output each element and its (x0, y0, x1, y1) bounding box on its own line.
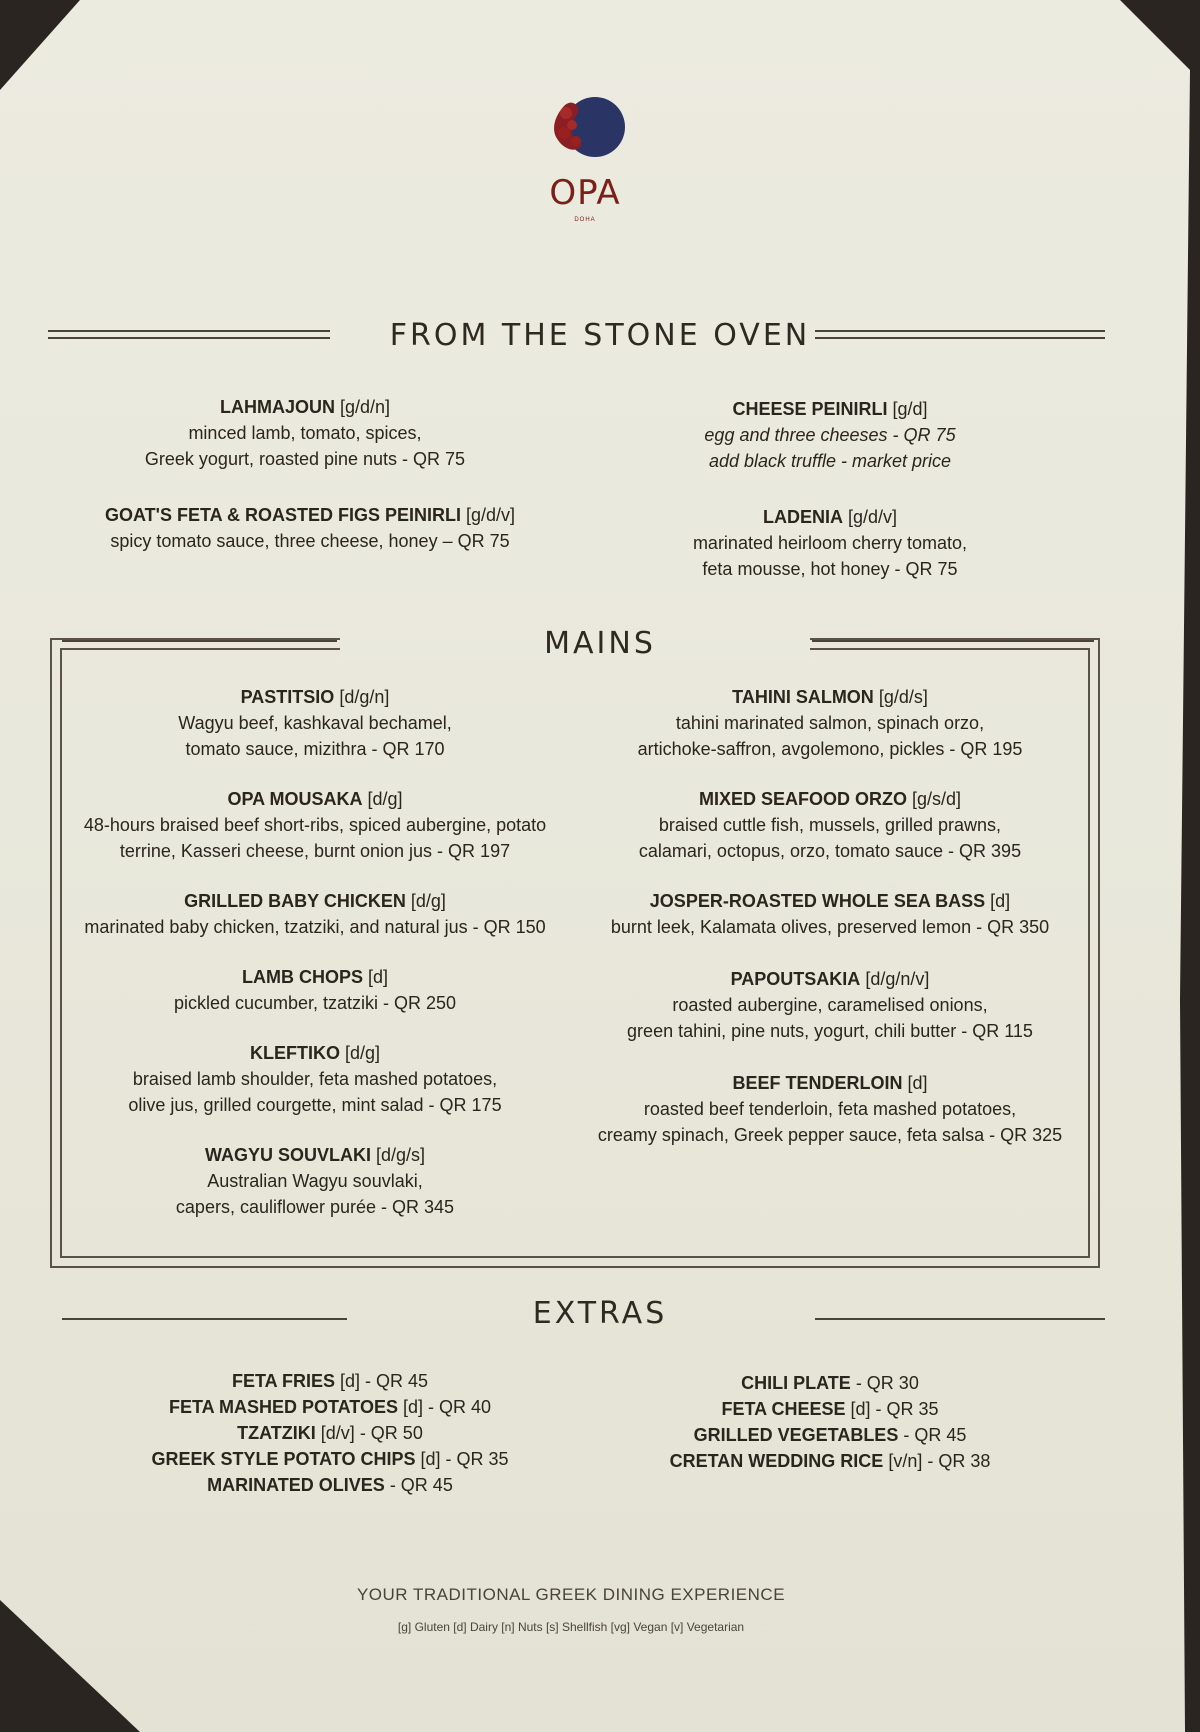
extras-item (80, 1446, 580, 1472)
item-name: LAHMAJOUN (219, 397, 335, 417)
item-price: - QR 45 (384, 1475, 453, 1495)
extras-item (600, 1370, 1060, 1396)
item-name: OPA MOUSAKA (227, 789, 363, 809)
section-title-mains: MAINS (544, 626, 656, 661)
extras-item (600, 1396, 1060, 1422)
extras-item (600, 1422, 1060, 1448)
item-name: GOAT'S FETA & ROASTED FIGS PEINIRLI (105, 505, 461, 525)
menu-item (580, 786, 1080, 864)
item-price: [d] - QR 35 (845, 1399, 939, 1419)
menu-item (70, 786, 560, 864)
menu-item (600, 396, 1060, 474)
menu-item (70, 888, 560, 940)
menu-item (40, 502, 580, 554)
menu-item (580, 966, 1080, 1044)
item-tag: [d] (902, 1073, 928, 1093)
item-desc: braised lamb shoulder, feta mashed potatoes, olive jus, grilled courgette, mint salad - QR 175 (128, 1069, 502, 1115)
item-name: LADENIA (762, 507, 843, 527)
extras-item (80, 1420, 580, 1446)
item-name: MARINATED OLIVES (207, 1475, 385, 1495)
dietary-legend: [g] Gluten [d] Dairy [n] Nuts [s] Shellfish [vg] Vegan [v] Vegetarian (397, 1620, 745, 1634)
extras-item (80, 1472, 580, 1498)
item-desc: egg and three cheeses - QR 75 add black truffle - market price (704, 425, 956, 471)
logo-emblem-icon (520, 85, 650, 175)
item-desc: roasted aubergine, caramelised onions, green tahini, pine nuts, yogurt, chili butter - QR 115 (627, 995, 1033, 1041)
item-name: PAPOUTSAKIA (730, 969, 861, 989)
item-desc: roasted beef tenderloin, feta mashed potatoes, creamy spinach, Greek pepper sauce, feta salsa - QR 325 (597, 1099, 1063, 1145)
menu-item (70, 964, 560, 1016)
item-price: - QR 45 (898, 1425, 967, 1445)
extras-item (80, 1394, 580, 1420)
item-name: TAHINI SALMON (732, 687, 874, 707)
item-tag: [g/s/d] (906, 789, 962, 809)
item-name: BEEF TENDERLOIN (732, 1073, 903, 1093)
extras-item (80, 1368, 580, 1394)
item-tag: [d/g] (339, 1043, 381, 1063)
item-price: [d] - QR 40 (397, 1397, 492, 1417)
item-name: WAGYU SOUVLAKI (204, 1145, 371, 1165)
item-tag: [d/g/n] (334, 687, 390, 707)
item-name: GREEK STYLE POTATO CHIPS (151, 1449, 416, 1469)
extras-list-right (600, 1370, 1060, 1474)
item-tag: [g/d/v] (460, 505, 515, 525)
menu-item (70, 1142, 560, 1220)
item-desc: braised cuttle fish, mussels, grilled prawns, calamari, octopus, orzo, tomato sauce - QR 395 (638, 815, 1022, 861)
menu-item (580, 1070, 1080, 1148)
item-desc: spicy tomato sauce, three cheese, honey – QR 75 (110, 531, 510, 551)
item-desc: 48-hours braised beef short-ribs, spiced aubergine, potato terrine, Kasseri cheese, burnt onion jus - QR 197 (83, 815, 547, 861)
section-title-extras: EXTRAS (532, 1296, 668, 1331)
item-tag: [g/d] (887, 399, 928, 419)
item-price: [d/v] - QR 50 (315, 1423, 423, 1443)
item-name: MIXED SEAFOOD ORZO (698, 789, 907, 809)
item-desc: marinated heirloom cherry tomato, feta mousse, hot honey - QR 75 (692, 533, 968, 579)
item-tag: [g/d/n] (334, 397, 391, 417)
menu-item (70, 684, 560, 762)
extras-list-left (80, 1368, 580, 1498)
tagline: YOUR TRADITIONAL GREEK DINING EXPERIENCE (356, 1585, 786, 1604)
item-tag: [d/g/s] (370, 1145, 426, 1165)
extras-item (600, 1448, 1060, 1474)
item-tag: [g/d/s] (873, 687, 928, 707)
item-name: PASTITSIO (240, 687, 335, 707)
item-name: JOSPER-ROASTED WHOLE SEA BASS (649, 891, 986, 911)
menu-item (60, 394, 550, 472)
item-desc: minced lamb, tomato, spices, Greek yogurt, roasted pine nuts - QR 75 (144, 423, 466, 469)
item-desc: Australian Wagyu souvlaki, capers, cauliflower purée - QR 345 (175, 1171, 455, 1217)
item-name: KLEFTIKO (249, 1043, 340, 1063)
item-name: CRETAN WEDDING RICE (669, 1451, 884, 1471)
item-tag: [d/g/n/v] (860, 969, 930, 989)
menu-item (70, 1040, 560, 1118)
item-tag: [d] (362, 967, 388, 987)
menu-item (600, 504, 1060, 582)
item-tag: [g/d/v] (842, 507, 898, 527)
item-tag: [d] (985, 891, 1011, 911)
item-tag: [d/g] (405, 891, 446, 911)
item-name: FETA MASHED POTATOES (168, 1397, 398, 1417)
item-price: [d] - QR 45 (334, 1371, 429, 1391)
menu-item (580, 684, 1080, 762)
item-name: FETA FRIES (231, 1371, 335, 1391)
item-name: CHEESE PEINIRLI (732, 399, 888, 419)
item-name: GRILLED BABY CHICKEN (184, 891, 406, 911)
item-name: CHILI PLATE (741, 1373, 851, 1393)
item-price: [v/n] - QR 38 (883, 1451, 991, 1471)
item-desc: burnt leek, Kalamata olives, preserved lemon - QR 350 (610, 917, 1050, 937)
item-name: TZATZIKI (237, 1423, 316, 1443)
opa-logo (520, 85, 650, 235)
item-name: LAMB CHOPS (241, 967, 363, 987)
item-tag: [d/g] (362, 789, 403, 809)
item-desc: marinated baby chicken, tzatziki, and natural jus - QR 150 (84, 917, 546, 937)
brand-location: DOHA (574, 217, 596, 223)
brand-name: OPA (549, 173, 621, 213)
item-desc: Wagyu beef, kashkaval bechamel, tomato sauce, mizithra - QR 170 (178, 713, 452, 759)
menu-item (580, 888, 1080, 940)
item-price: - QR 30 (850, 1373, 919, 1393)
item-name: GRILLED VEGETABLES (693, 1425, 899, 1445)
item-desc: pickled cucumber, tzatziki - QR 250 (173, 993, 457, 1013)
item-desc: tahini marinated salmon, spinach orzo, artichoke-saffron, avgolemono, pickles - QR 195 (637, 713, 1023, 759)
item-price: [d] - QR 35 (415, 1449, 509, 1469)
item-name: FETA CHEESE (721, 1399, 846, 1419)
section-title-stone-oven: FROM THE STONE OVEN (389, 318, 811, 353)
